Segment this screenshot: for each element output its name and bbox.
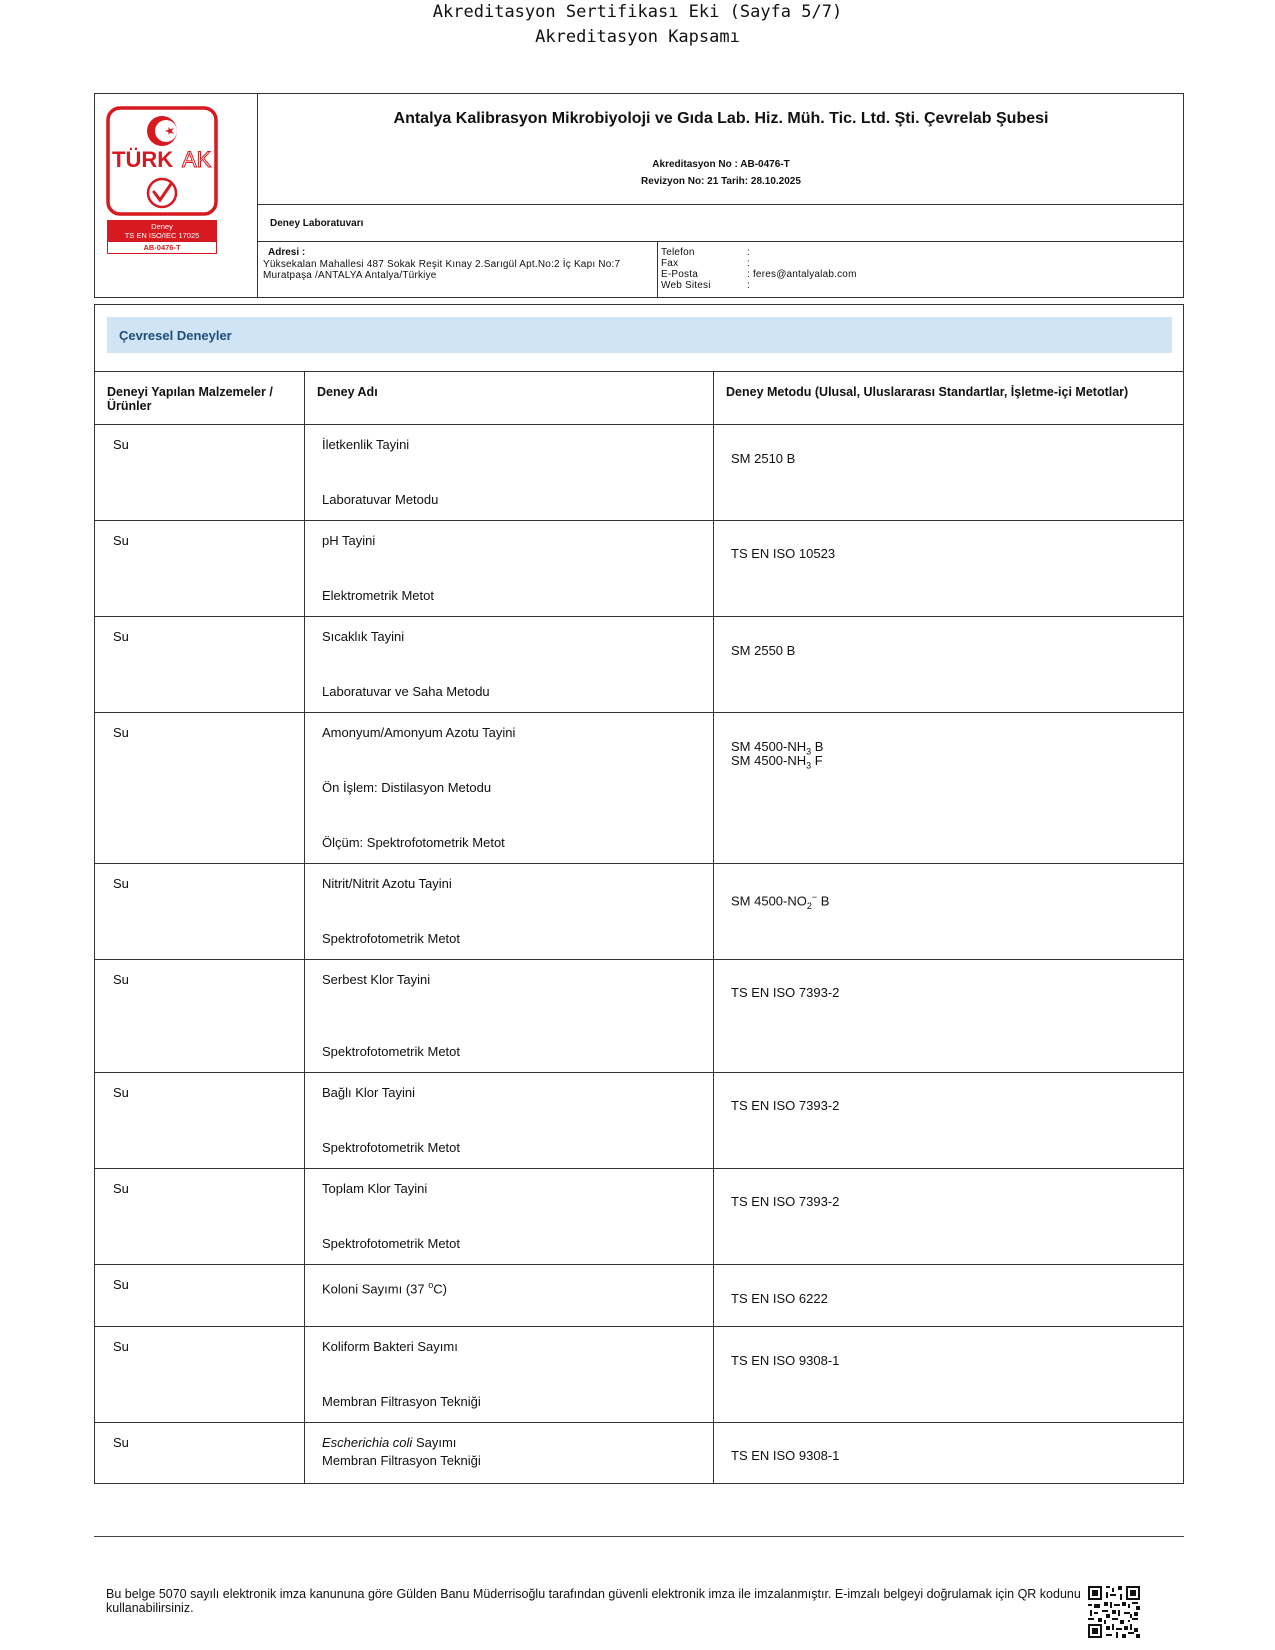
badge-code: AB-0476-T — [143, 243, 181, 252]
divider — [95, 371, 1183, 372]
section-title: Çevresel Deneyler — [119, 328, 232, 343]
divider — [95, 1168, 1183, 1169]
row-material: Su — [113, 533, 129, 548]
row-method: SM 2510 B — [731, 451, 796, 466]
contact-value: : — [747, 258, 750, 269]
accreditation-no: Akreditasyon No : AB-0476-T — [652, 159, 790, 170]
scope-table — [94, 304, 1184, 1484]
contact-row-phone — [661, 247, 1047, 258]
divider — [95, 616, 1183, 617]
row-method: TS EN ISO 7393-2 — [731, 1098, 840, 1113]
col-header-materials: Deneyi Yapılan Malzemeler / Ürünler — [107, 385, 273, 413]
badge-line1: Deney — [151, 222, 173, 231]
row-method: SM 2550 B — [731, 643, 796, 658]
row-material: Su — [113, 1339, 129, 1354]
divider — [95, 712, 1183, 713]
logo-cell — [95, 94, 258, 297]
row-method: TS EN ISO 7393-2 — [731, 985, 840, 1000]
row-test-name: Koloni Sayımı (37 $^o$C) — [322, 1280, 447, 1297]
row-test-detail: Ön İşlem: Distilasyon Metodu — [322, 780, 492, 795]
contact-row-fax — [661, 258, 1047, 269]
row-method: SM $4500-NO_2^-$ B — [731, 892, 830, 911]
revision: Revizyon No: 21 Tarih: 28.10.2025 — [641, 176, 801, 187]
row-test-detail: Ölçüm: Spektrofotometrik Metot — [322, 835, 505, 850]
turkak-logo — [105, 105, 219, 217]
row-test-name: Nitrit/Nitrit Azotu Tayini — [322, 876, 452, 891]
contact-label: Fax — [661, 258, 679, 269]
row-material: Su — [113, 1181, 129, 1196]
lab-type: Deney Laboratuvarı — [270, 218, 364, 229]
badge-line2: TS EN ISO/IEC 17025 — [124, 231, 200, 240]
badge-top — [108, 221, 216, 242]
contact-label: E-Posta — [661, 269, 698, 280]
row-material: Su — [113, 876, 129, 891]
row-method: TS EN ISO 7393-2 — [731, 1194, 840, 1209]
logo-badge — [107, 220, 217, 254]
page-title-line2: Akreditasyon Kapsamı — [535, 27, 740, 47]
row-material: Su — [113, 1435, 129, 1450]
address-label: Adresi : — [268, 247, 306, 258]
divider — [95, 1072, 1183, 1073]
org-name: Antalya Kalibrasyon Mikrobiyoloji ve Gıda Lab. Hiz. Müh. Tic. Ltd. Şti. Çevrelab Şubesi — [393, 110, 1049, 127]
row-material: Su — [113, 1277, 129, 1292]
footer-rule — [94, 1536, 1184, 1537]
contact-label: Web Sitesi — [661, 280, 711, 291]
col-header-method: Deney Metodu (Ulusal, Uluslararası Standartlar, İşletme-içi Metotlar) — [726, 385, 1129, 399]
divider — [713, 371, 714, 1483]
header-box — [94, 93, 1184, 298]
contact-row-email — [661, 269, 1047, 280]
divider — [95, 863, 1183, 864]
contact-block — [661, 247, 1047, 291]
row-test-detail: Laboratuvar ve Saha Metodu — [322, 684, 490, 699]
row-test-name: Toplam Klor Tayini — [322, 1181, 428, 1196]
divider — [95, 424, 1183, 425]
row-test-detail: Spektrofotometrik Metot — [322, 1044, 460, 1059]
row-method: TS EN ISO 9308-1 — [731, 1448, 840, 1463]
page-title — [0, 0, 1275, 50]
brand-ak: AK — [182, 147, 212, 172]
row-material: Su — [113, 629, 129, 644]
section-banner — [107, 317, 1172, 353]
row-test-name: Sıcaklık Tayini — [322, 629, 405, 644]
row-test-detail: Membran Filtrasyon Tekniği — [322, 1394, 481, 1409]
row-test-detail: Elektrometrik Metot — [322, 588, 434, 603]
row-method: TS EN ISO 6222 — [731, 1291, 828, 1306]
footer-text: Bu belge 5070 sayılı elektronik imza kanununa göre Gülden Banu Müderrisoğlu tarafından güvenli elektronik imza ile imzalanmıştır. E-imzalı belgeyi doğrulamak için QR kodunu kullanabilirsiniz. — [106, 1587, 1081, 1615]
divider — [258, 204, 1184, 205]
row-material: Su — [113, 972, 129, 987]
row-material: Su — [113, 1085, 129, 1100]
row-test-name: pH Tayini — [322, 533, 376, 548]
contact-row-website — [661, 280, 1047, 291]
divider — [258, 241, 1184, 242]
row-test-name: Koliform Bakteri Sayımı — [322, 1339, 458, 1354]
row-method: TS EN ISO 10523 — [731, 546, 836, 561]
row-method: SM $4500-NH_3$ B — [731, 739, 824, 757]
page-title-line1: Akreditasyon Sertifikası Eki (Sayfa 5/7) — [432, 2, 843, 22]
divider — [95, 1422, 1183, 1423]
row-test-detail: Spektrofotometrik Metot — [322, 1236, 460, 1251]
divider — [657, 241, 658, 297]
divider — [304, 371, 305, 1483]
contact-value: : — [747, 247, 750, 258]
col-header-test-name: Deney Adı — [317, 385, 378, 399]
contact-value: : feres@antalyalab.com — [747, 269, 857, 280]
divider — [95, 1326, 1183, 1327]
row-test-name: Serbest Klor Tayini — [322, 972, 431, 987]
row-method: TS EN ISO 9308-1 — [731, 1353, 840, 1368]
qr-code-icon[interactable] — [1088, 1586, 1140, 1638]
row-material: Su — [113, 725, 129, 740]
contact-value: : — [747, 280, 750, 291]
row-test-name: İletkenlik Tayini — [322, 437, 410, 452]
row-test-detail: Laboratuvar Metodu — [322, 492, 439, 507]
row-method: SM $4500-NH_3$ F — [731, 753, 823, 771]
divider — [95, 520, 1183, 521]
divider — [95, 959, 1183, 960]
row-test-name: Bağlı Klor Tayini — [322, 1085, 415, 1100]
row-test-detail: Spektrofotometrik Metot — [322, 1140, 460, 1155]
contact-label: Telefon — [661, 247, 695, 258]
row-test-name: Escherichia coli Sayımı — [322, 1435, 457, 1450]
row-material: Su — [113, 437, 129, 452]
row-test-name: Amonyum/Amonyum Azotu Tayini — [322, 725, 516, 740]
address-text: Yüksekalan Mahallesi 487 Sokak Reşit Kınay 2.Sarıgül Apt.No:2 İç Kapı No:7 Muratpaşa /ANTALYA Antalya/Türkiye — [263, 259, 621, 281]
row-test-detail: Membran Filtrasyon Tekniği — [322, 1453, 481, 1468]
brand-turk: TÜRK — [112, 147, 174, 172]
row-test-detail: Spektrofotometrik Metot — [322, 931, 460, 946]
divider — [95, 1264, 1183, 1265]
